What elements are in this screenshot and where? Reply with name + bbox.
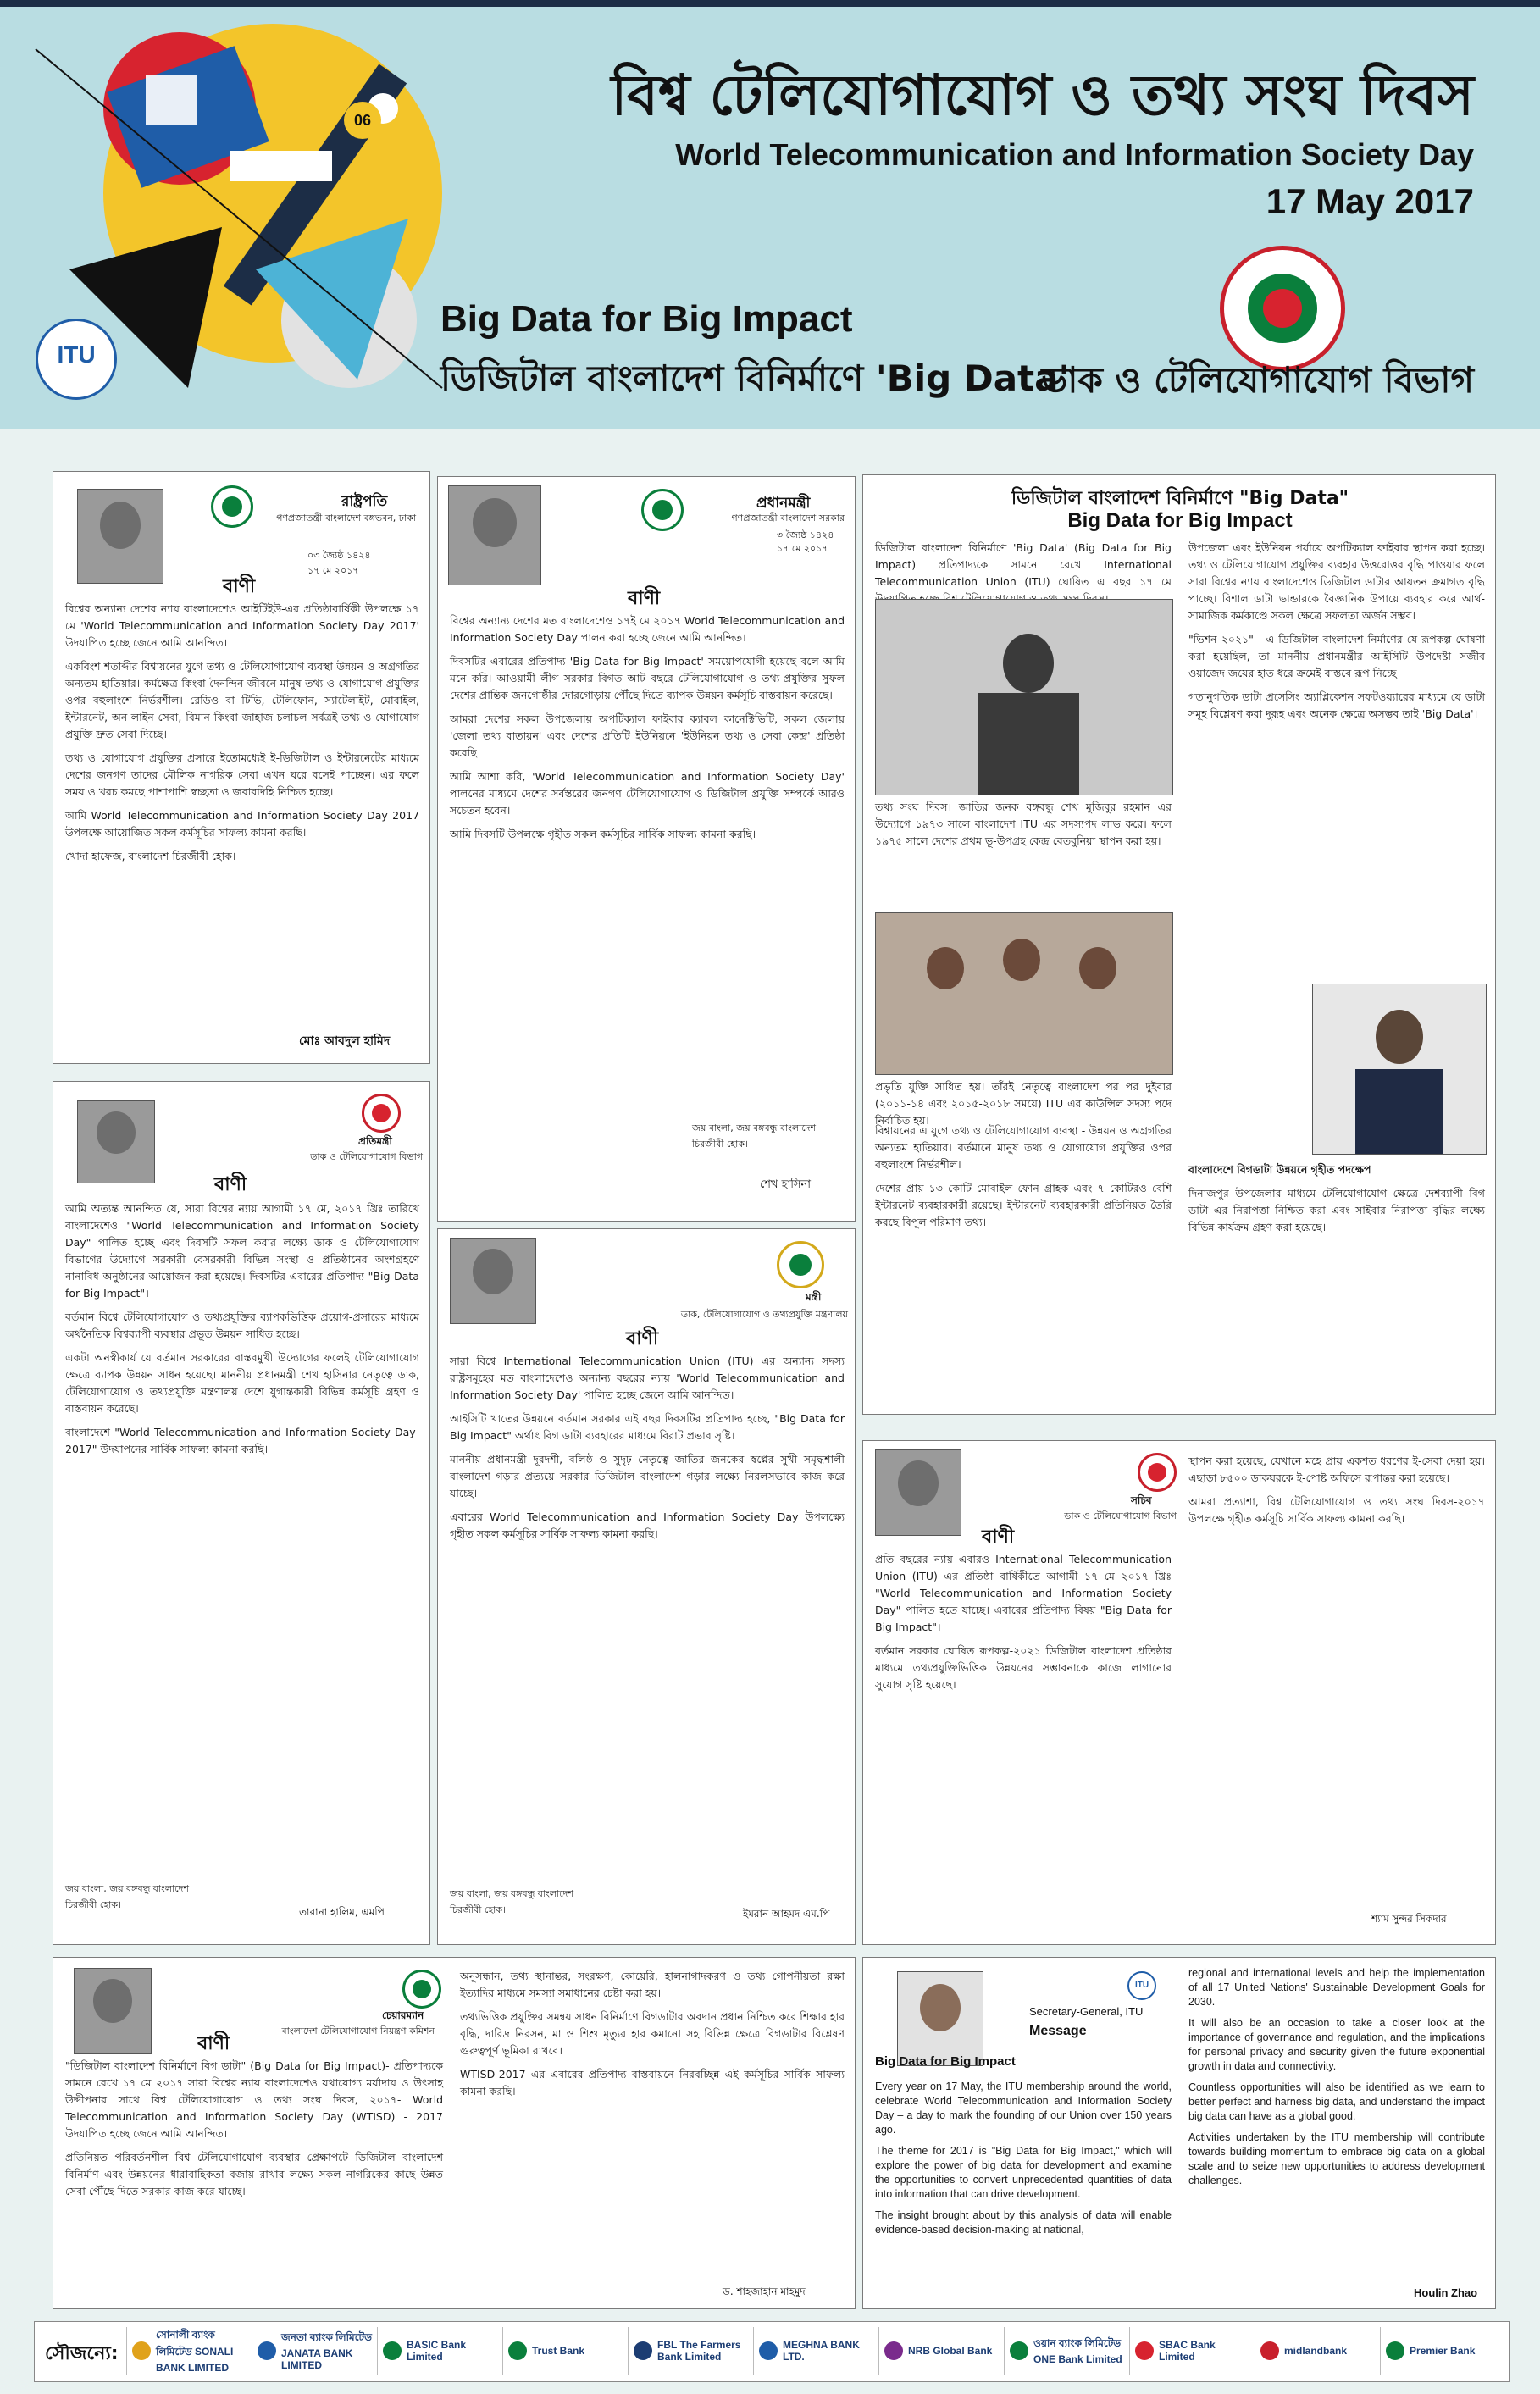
feature-archive-photo — [875, 599, 1173, 795]
president-date-bn: ০৩ জ্যৈষ্ঠ ১৪২৪ — [307, 550, 371, 561]
prime-minister-signature: শেখ হাসিনা — [760, 1178, 812, 1191]
president-role: রাষ্ট্রপতি — [341, 493, 388, 510]
feature-caption: প্রভৃতি যুক্তি সাধিত হয়। তাঁরই নেতৃত্বে বাংলাদেশ পর পর দুইবার (২০১১-১৪ এবং ২০১৫-২০১৮ সময়ে) ITU এর কাউন্সিল সদস্য পদে নির্বাচিত হয়। — [875, 1080, 1172, 1127]
state-minister-role: প্রতিমন্ত্রী — [358, 1135, 392, 1147]
feature-caption-2 — [875, 1078, 1172, 1127]
prime-minister-heading: বাণী — [628, 588, 661, 609]
feature-title-en: Big Data for Big Impact — [1067, 509, 1293, 532]
minister-photo — [450, 1238, 536, 1324]
sponsor-logo — [252, 2327, 377, 2375]
president-date-en: ১৭ মে ২০১৭ — [307, 565, 359, 576]
banner — [0, 0, 1540, 429]
state-minister-closing: জয় বাংলা, জয় বঙ্গবন্ধু বাংলাদেশ চিরজীবী হোক। — [65, 1883, 189, 1910]
prime-minister-photo — [448, 485, 541, 585]
minister-emblem — [777, 1241, 824, 1288]
sponsors-strip — [34, 2321, 1510, 2382]
state-minister-message-card — [53, 1081, 430, 1945]
sponsor-icon — [383, 2341, 402, 2360]
secretary-message-card — [862, 1440, 1496, 1945]
state-minister-para: আমি অত্যন্ত আনন্দিত যে, সারা বিশ্বের ন্যায় আগামী ১৭ মে, ২০১৭ খ্রিঃ তারিখে বাংলাদেশেও "World Telecommunication and Information Society Day" পালিত হচ্ছে এবং দিবসটি সফল করার লক্ষ্যে ডাক ও টেলিযোগাযোগ বিভাগের উদ্যোগে সরকারী বেসরকারী বিভিন্ন সংস্থা ও প্রতিষ্ঠানের অংশগ্রহণে নানাবিধ অনুষ্ঠানের আয়োজন করা হয়েছে। দিবসটির এবারের প্রতিপাদ্য "Big Data for Big Impact"। — [65, 1202, 419, 1300]
feature-para: উপজেলা এবং ইউনিয়ন পর্যায়ে অপটিক্যাল ফাইবার স্থাপন করা হচ্ছে। তথ্য ও টেলিযোগাযোগ প্রযুক্তির ব্যবহার উত্তরোত্তর বৃদ্ধি পাওয়ার ফলে সারা বিশ্বের ন্যায় বাংলাদেশেও ডিজিটাল ডাটার আয়তন ক্রমাগত বৃদ্ধি পাচ্ছে। বিশাল ডাটা ভান্ডারকে বৈজ্ঞানিক উপায়ে ব্যবহার করে আর্থ-সামাজিক কর্মকাণ্ডে সকল ক্ষেত্রে সফলতা অর্জন সম্ভব। — [1188, 541, 1485, 622]
secretary-para: স্থাপন করা হয়েছে, যেখানে মহে প্রায় একশত ধরণের ই-সেবা দেয়া হয়। এছাড়া ৮৫০০ ডাকঘরকে ই-পোষ্ট অফিসে রূপান্তর করা হয়েছে। — [1188, 1455, 1485, 1484]
feature-intro — [875, 540, 1172, 594]
sponsor-name: midlandbank — [1284, 2345, 1348, 2357]
title-bangla: বিশ্ব টেলিযোগাযোগ ও তথ্য সংঘ দিবস — [611, 63, 1474, 128]
sponsor-name: জনতা ব্যাংক লিমিটেড JANATA BANK LIMITED — [281, 2331, 372, 2371]
feature-col1-lower — [875, 1122, 1172, 1402]
minister-message-card — [437, 1228, 856, 1945]
itu-message-card — [862, 1957, 1496, 2309]
sponsor-name: SBAC Bank Limited — [1159, 2339, 1216, 2363]
state-minister-para: একটা অনস্বীকার্য যে বর্তমান সরকারের বাস্তবমুখী উদ্যোগের ফলেই টেলিযোগাযোগ ক্ষেত্রে ব্যাপক উন্নয়ন সাধন হয়েছে। মাননীয় প্রধানমন্ত্রী শেখ হাসিনার নেতৃত্বে ডাক, টেলিযোগাযোগ ও তথ্যপ্রযুক্তি মন্ত্রণালয় দেশে যুগান্তকারী বিভিন্ন কর্মসূচি গ্রহণ ও বাস্তবায়ন করেছে। — [65, 1351, 419, 1415]
chairman-body-right — [460, 1968, 845, 2264]
sponsor-logo — [1004, 2327, 1129, 2375]
secretary-heading: বাণী — [982, 1527, 1015, 1548]
sponsor-name: MEGHNA BANK LTD. — [783, 2339, 860, 2363]
state-minister-photo — [77, 1100, 155, 1183]
prime-minister-body — [450, 612, 845, 1104]
chairman-heading: বাণী — [197, 2033, 230, 2054]
feature-para: গতানুগতিক ডাটা প্রসেসিং অ্যাপ্লিকেশন সফটওয়্যারের মাধ্যমে যে ডাটা সমূহ বিশ্লেষণ করা দুরূহ এবং অনেক ক্ষেত্রে অসম্ভব তাই 'Big Data'। — [1188, 690, 1485, 720]
president-body — [65, 601, 419, 1007]
itu-secretary-photo — [897, 1971, 983, 2066]
ministry-name: ডাক ও টেলিযোগাযোগ বিভাগ — [1041, 359, 1474, 401]
chairman-message-card — [53, 1957, 856, 2309]
sponsor-logo — [628, 2327, 753, 2375]
feature-para: বিশ্বায়নের এ যুগে তথ্য ও টেলিযোগাযোগ ব্যবস্থা - উন্নয়ন ও অগ্রগতির অন্যতম হাতিয়ার। বর্তমানে মানুষ তথ্য ও যোগাযোগ প্রযুক্তির ওপর বহুলাংশে নির্ভরশীল। — [875, 1124, 1172, 1171]
feature-article-card — [862, 474, 1496, 1415]
banner-top-band — [0, 0, 1540, 7]
prime-minister-closing: জয় বাংলা, জয় বঙ্গবন্ধু বাংলাদেশ চিরজীবী হোক। — [692, 1122, 816, 1150]
state-minister-signature: তারানা হালিম, এমপি — [299, 1906, 385, 1918]
state-minister-para: বর্তমান বিশ্বে টেলিযোগাযোগ ও তথ্যপ্রযুক্তির ব্যাপকভিত্তিক প্রয়োগ-প্রসারের মাধ্যমে অর্থনৈতিক বিশ্বব্যাপী ব্যবস্থার প্রভূত উন্নয়ন সাধিত হচ্ছে। — [65, 1311, 419, 1340]
itu-body-right — [1188, 1966, 1485, 2280]
feature-para: দেশের প্রায় ১৩ কোটি মোবাইল ফোন গ্রাহক এবং ৭ কোটিরও বেশি ইন্টারনেট ব্যবহারকারী রয়েছে। ইন্টারনেট ব্যবহারকারী প্রতিনিয়ত তৈরি করছে বিপুল পরিমাণ তথ্য। — [875, 1182, 1172, 1228]
itu-subheading: Big Data for Big Impact — [875, 2054, 1016, 2069]
chairman-photo — [74, 1968, 152, 2054]
secretary-para: প্রতি বছরের ন্যায় এবারও International Telecommunication Union (ITU) এর প্রতিষ্ঠা বার্ষিকীতে আগামী ১৭ মে ২০১৭ খ্রিঃ "World Telecommunication and Information Society Day" পালিত হতে যাচ্ছে। এবারের প্রতিপাদ্য বিষয় "Big Data for Big Impact"। — [875, 1553, 1172, 1633]
title-english: World Telecommunication and Information Society Day — [675, 137, 1474, 172]
sponsor-logo — [1380, 2327, 1505, 2375]
president-emblem — [211, 485, 253, 528]
feature-para: "ভিশন ২০২১" - এ ডিজিটাল বাংলাদেশ নির্মাণের যে রূপকল্প ঘোষণা করা হয়েছিল, তা মাননীয় প্রধানমন্ত্রীর আইসিটি উপদেষ্টা সজীব ওয়াজেদ জয়ের হাত ধরে ক্রমেই বাস্তবে রূপ নিচ্ছে। — [1188, 633, 1485, 679]
sponsor-logo — [502, 2327, 628, 2375]
sponsor-icon — [132, 2341, 151, 2360]
sponsor-icon — [884, 2341, 903, 2360]
seal-dot — [1263, 289, 1302, 328]
feature-caption-1 — [875, 799, 1172, 909]
sponsor-icon — [1260, 2341, 1279, 2360]
feature-col2 — [1188, 540, 1485, 980]
sponsor-logo — [878, 2327, 1004, 2375]
minister-closing: জয় বাংলা, জয় বঙ্গবন্ধু বাংলাদেশ চিরজীবী হোক। — [450, 1888, 573, 1915]
prime-minister-emblem — [641, 489, 684, 531]
itu-logo-text: ITU — [57, 341, 96, 368]
itu-para: Every year on 17 May, the ITU membership around the world, celebrate World Telecommunication and Information Society Day – a day to mark the founding of our Union over 150 years ago. — [875, 2081, 1172, 2136]
theme-bangla: ডিজিটাল বাংলাদেশ বিনির্মাণে 'Big Data' — [440, 357, 1070, 399]
chairman-subrole: বাংলাদেশ টেলিযোগাযোগ নিয়ন্ত্রণ কমিশন — [281, 2025, 435, 2037]
president-photo — [77, 489, 163, 584]
sponsor-logo — [1129, 2327, 1255, 2375]
president-para: আমি World Telecommunication and Information Society Day 2017 উপলক্ষে আয়োজিত সকল কর্মসূচির সাফল্য কামনা করছি। — [65, 809, 419, 839]
feature-ceremony-photo — [875, 912, 1173, 1075]
prime-minister-para: দিবসটির এবারের প্রতিপাদ্য 'Big Data for Big Impact' সময়োপযোগী হয়েছে বলে আমি মনে করি। আওয়ামী লীগ সরকার বিগত আট বছরে টেলিযোগাযোগ ও তথ্য-প্রযুক্তির সুফল দেশের প্রান্তিক জনগোষ্ঠীর দোরগোড়ায় পৌঁছে দিতে ব্যাপক উন্নয়ন কর্মসূচি বাস্তবায়ন করেছে। — [450, 655, 845, 701]
minister-body — [450, 1353, 845, 1861]
sponsor-icon — [1135, 2341, 1154, 2360]
minister-heading: বাণী — [626, 1328, 659, 1349]
chairman-para: "ডিজিটাল বাংলাদেশ বিনির্মাণে বিগ ডাটা" (Big Data for Big Impact)- প্রতিপাদ্যকে সামনে রেখে ১৭ মে ২০১৭ সারা বিশ্বের ন্যায় বাংলাদেশেও যথাযোগ্য মর্যাদায় ও উৎসাহ উদ্দীপনার সাথে বিশ্ব টেলিযোগাযোগ ও তথ্য সংঘ দিবস, ২০১৭- World Telecommunication and Information Society Day (WTISD) - 2017 উদযাপিত হচ্ছে জেনে আমি আনন্দিত। — [65, 2059, 443, 2140]
sponsor-name: ওয়ান ব্যাংক লিমিটেড ONE Bank Limited — [1033, 2337, 1122, 2365]
state-minister-subrole: ডাক ও টেলিযোগাযোগ বিভাগ — [310, 1151, 423, 1162]
prime-minister-date-bn: ৩ জ্যৈষ্ঠ ১৪২৪ — [777, 529, 834, 540]
state-minister-emblem — [362, 1094, 401, 1133]
sponsor-icon — [634, 2341, 652, 2360]
sponsor-icon — [759, 2341, 778, 2360]
feature-col2-lower — [1188, 1161, 1485, 1402]
itu-para: The insight brought about by this analysis of data will enable evidence-based decision-making at national, — [875, 2209, 1172, 2236]
feature-para: দিনাজপুর উপজেলার মাধ্যমে টেলিযোগাযোগ ক্ষেত্রে দেশব্যাপী বিগ ডাটা এর নিরাপত্তা নিশ্চিত করা এবং সাইবার নিরাপত্তা বৃদ্ধির লক্ষ্যে বিভিন্ন কার্যক্রম গ্রহণ করা হয়েছে। — [1188, 1187, 1485, 1233]
sponsors-label: সৌজন্যে: — [45, 2343, 119, 2364]
president-para: তথ্য ও যোগাযোগ প্রযুক্তির প্রসারে ইতোমধ্যেই ই-ডিজিটাল ও ইন্টারনেটের মাধ্যমে দেশের জনগণ তাদের মৌলিক নাগরিক সেবা এখন ঘরে বসেই পাচ্ছেন। এর ফলে সময় ও খরচ কমছে পাশাপাশি স্বচ্ছতা ও জবাবদিহি নিশ্চিত হচ্ছে। — [65, 751, 419, 798]
prime-minister-role: প্রধানমন্ত্রী — [756, 495, 811, 512]
sponsor-name: BASIC Bank Limited — [407, 2339, 467, 2363]
sponsor-name: NRB Global Bank — [908, 2345, 993, 2357]
prime-minister-para: আমি দিবসটি উপলক্ষে গৃহীত সকল কর্মসূচির সার্বিক সাফল্য কামনা করছি। — [450, 828, 756, 840]
itu-para: It will also be an occasion to take a closer look at the importance of governance and regulation, and the implications for personal privacy and security given the future exponential growth in data and connectivity. — [1188, 2017, 1485, 2072]
feature-subheading: বাংলাদেশে বিগডাটা উন্নয়নে গৃহীত পদক্ষেপ — [1188, 1163, 1371, 1176]
chairman-role: চেয়ারম্যান — [382, 2009, 424, 2021]
president-para: খোদা হাফেজ, বাংলাদেশ চিরজীবী হোক। — [65, 850, 236, 862]
secretary-signature: শ্যাম সুন্দর সিকদার — [1371, 1913, 1447, 1925]
secretary-role: সচিব — [1131, 1494, 1152, 1506]
chairman-body-left — [65, 2058, 443, 2303]
sponsor-logo — [377, 2327, 502, 2375]
secretary-body-left — [875, 1551, 1172, 1924]
chairman-emblem — [402, 1970, 441, 2009]
chairman-para: অনুসন্ধান, তথ্য স্থানান্তর, সংরক্ষণ, কোয়েরি, হালনাগাদকরণ ও তথ্য গোপনীয়তা রক্ষা ইত্যাদির মাধ্যমে সমস্যা সমাধানের চেষ্টা করা হয়। — [460, 1970, 845, 1999]
prime-minister-para: আমি আশা করি, 'World Telecommunication and Information Society Day' পালনের মাধ্যমে দেশের সর্বস্তরের জনগণ টেলিযোগাযোগ ও ডিজিটাল প্রযুক্তি সম্পর্কে আরও সচেতন হবেন। — [450, 770, 845, 817]
minister-role: মন্ত্রী — [806, 1291, 822, 1303]
secretary-para: বর্তমান সরকার ঘোষিত রূপকল্প-২০২১ ডিজিটাল বাংলাদেশ প্রতিষ্ঠার মাধ্যমে তথ্যপ্রযুক্তিভিত্তিক উন্নয়নের সম্ভাবনাকে কাজে লাগানোর সুযোগ সৃষ্টি হয়েছে। — [875, 1644, 1172, 1691]
sponsor-icon — [258, 2341, 276, 2360]
sponsor-icon — [1386, 2341, 1404, 2360]
sponsor-logo — [1255, 2327, 1380, 2375]
prime-minister-para: বিশ্বের অন্যান্য দেশের মত বাংলাদেশেও ১৭ই মে ২০১৭ World Telecommunication and Information Society Day পালন করা হচ্ছে জেনে আমি আনন্দিত। — [450, 614, 845, 644]
theme-english: Big Data for Big Impact — [440, 298, 853, 340]
event-date: 17 May 2017 — [1266, 181, 1474, 221]
feature-caption: তথ্য সংঘ দিবস। জাতির জনক বঙ্গবন্ধু শেখ মুজিবুর রহমান এর উদ্যোগে ১৯৭৩ সালে বাংলাদেশ ITU এর সদস্যপদ লাভ করে। ফলে ১৯৭৫ সালে দেশের প্রথম ভূ-উপগ্রহ কেন্দ্র বেতবুনিয়া স্থাপন করা হয়। — [875, 801, 1172, 847]
president-heading: বাণী — [223, 576, 256, 597]
itu-para: regional and international levels and help the implementation of all 17 United Nations' Sustainable Development Goals for 2030. — [1188, 1967, 1485, 2008]
feature-speaker-photo — [1312, 984, 1487, 1155]
state-minister-para: বাংলাদেশে "World Telecommunication and Information Society Day-2017" উদযাপনের সার্বিক সাফল্য কামনা করছি। — [65, 1426, 419, 1455]
chairman-para: তথ্যভিত্তিক প্রযুক্তির সমন্বয় সাধন বিনির্মাণে বিগডাটার অবদান প্রধান নিশ্চিত করে শিক্ষার হার বৃদ্ধি, দারিদ্র নিরসন, মা ও শিশু মৃত্যুর হার কমানো সহ বিভিন্ন ক্ষেত্রে বিগডাটার বিশ্লেষণ গুরুত্বপূর্ণ ভূমিকা রাখবে। — [460, 2010, 845, 2057]
chairman-signature: ড. শাহজাহান মাহমুদ — [723, 2286, 806, 2297]
sponsor-name: Trust Bank — [532, 2345, 585, 2357]
state-minister-body — [65, 1200, 419, 1861]
president-message-card — [53, 471, 430, 1064]
itu-heading: Message — [1029, 2024, 1087, 2038]
minister-para: আইসিটি খাতের উন্নয়নে বর্তমান সরকার এই বছর দিবসটির প্রতিপাদ্য হচ্ছে, "Big Data for Big Impact" অর্থাৎ বিগ ডাটা ব্যবহারের মাধ্যমে বিরাট প্রভাব সৃষ্টি। — [450, 1412, 845, 1442]
president-subrole: গণপ্রজাতন্ত্রী বাংলাদেশ বঙ্গভবন, ঢাকা। — [276, 513, 419, 524]
itu-small-logo: ITU — [1127, 1971, 1156, 2000]
minister-para: মাননীয় প্রধানমন্ত্রী দূরদর্শী, বলিষ্ঠ ও সুদৃঢ় নেতৃত্বে জাতির জনকের স্বপ্নের সুখী সমৃদ্ধশালী বাংলাদেশ গড়ার প্রত্যয়ে সরকার ডিজিটাল বাংলাদেশ গড়ার লক্ষ্যে নিরলসভাবে কাজ করে যাচ্ছে। — [450, 1453, 845, 1499]
minister-para: সারা বিশ্বে International Telecommunication Union (ITU) এর অন্যান্য সদস্য রাষ্ট্রসমূহের মত বাংলাদেশেও অন্যান্য বছরের ন্যায় 'World Telecommunication and Information Society Day' পালিত হচ্ছে জেনে আমি আনন্দিত। — [450, 1355, 845, 1401]
secretary-photo — [875, 1449, 961, 1536]
itu-para: The theme for 2017 is "Big Data for Big Impact," which will explore the power of big data for development and examine the opportunities to convert unprecedented quantities of data into information that can drive development. — [875, 2145, 1172, 2200]
secretary-subrole: ডাক ও টেলিযোগাযোগ বিভাগ — [1064, 1510, 1177, 1521]
state-minister-heading: বাণী — [214, 1174, 247, 1195]
itu-para: Activities undertaken by the ITU membership will contribute towards building momentum to embrace big data on a global scale and to seize new opportunities to address development challenges. — [1188, 2131, 1485, 2186]
minister-signature: ইমরান আহমদ এম.পি — [743, 1908, 830, 1920]
chairman-para: প্রতিনিয়ত পরিবর্তনশীল বিশ্ব টেলিযোগাযোগ ব্যবস্থার প্রেক্ষাপটে ডিজিটাল বাংলাদেশ বিনির্মাণ এবং উন্নয়নের ধারাবাহিকতা বজায় রাখার লক্ষ্যে সকল নাগরিকের কাছে উন্নত সেবা পৌঁছে দিতে সরকার কাজ করে যাচ্ছে। — [65, 2151, 443, 2197]
president-para: বিশ্বের অন্যান্য দেশের ন্যায় বাংলাদেশেও আইটিইউ-এর প্রতিষ্ঠাবার্ষিকী উপলক্ষে ১৭ মে 'World Telecommunication and Information Society Day 2017' উদযাপিত হচ্ছে জেনে আমি আনন্দিত। — [65, 602, 419, 649]
sponsor-icon — [1010, 2341, 1028, 2360]
president-signature: মোঃ আবদুল হামিদ — [299, 1034, 391, 1048]
chairman-para: WTISD-2017 এর এবারের প্রতিপাদ্য বাস্তবায়নে নিরবচ্ছিন্ন এই কর্মসূচির সার্বিক সাফল্য কামনা করছি। — [460, 2068, 845, 2098]
prime-minister-subrole: গণপ্রজাতন্ত্রী বাংলাদেশ সরকার — [731, 513, 845, 524]
sponsor-logo — [753, 2327, 878, 2375]
itu-logo — [36, 319, 117, 400]
sponsor-logo — [126, 2327, 252, 2375]
feature-para: ডিজিটাল বাংলাদেশ বিনির্মাণে 'Big Data' (Big Data for Big Impact) প্রতিপাদ্যকে সামনে রেখে International Telecommunication Union (ITU) ঘোষিত এ বছর ১৭ মে — [875, 541, 1172, 588]
itu-signature: Houlin Zhao — [1414, 2286, 1478, 2299]
prime-minister-message-card — [437, 476, 856, 1222]
sponsor-name: Premier Bank — [1410, 2345, 1476, 2357]
secretary-para: আমরা প্রত্যাশা, বিশ্ব টেলিযোগাযোগ ও তথ্য সংঘ দিবস-২০১৭ উপলক্ষে গৃহীত কর্মসূচি সার্বিক সাফল্য কামনা করছি। — [1188, 1495, 1485, 1525]
secretary-emblem — [1138, 1453, 1177, 1492]
prime-minister-date-en: ১৭ মে ২০১৭ — [777, 543, 828, 554]
minister-para: এবারের World Telecommunication and Information Society Day উপলক্ষ্যে গৃহীত সকল কর্মসূচির সার্বিক সাফল্য কামনা করছি। — [450, 1510, 845, 1540]
minister-subrole: ডাক, টেলিযোগাযোগ ও তথ্যপ্রযুক্তি মন্ত্রণালয় — [680, 1309, 848, 1320]
art-badge: 06 — [344, 102, 381, 139]
itu-body-left — [875, 2080, 1172, 2305]
sponsor-name: FBL The Farmers Bank Limited — [657, 2339, 741, 2363]
itu-role: Secretary-General, ITU — [1029, 2005, 1144, 2018]
prime-minister-para: আমরা দেশের সকল উপজেলায় অপটিক্যাল ফাইবার ক্যাবল কানেক্টিভিটি, সকল জেলায় 'জেলা তথ্য বাতায়ন' এবং দেশের প্রতিটি ইউনিয়নে 'ইউনিয়ন তথ্য ও সেবা কেন্দ্র' প্রতিষ্ঠা করেছি। — [450, 712, 845, 759]
secretary-body-right — [1188, 1453, 1485, 1893]
itu-para: Countless opportunities will also be identified as we learn to better perfect and harness big data, and understand the impact big data can have as a global good. — [1188, 2081, 1485, 2122]
sponsor-name: সোনালী ব্যাংক লিমিটেড SONALI BANK LIMITED — [156, 2329, 234, 2374]
sponsor-icon — [508, 2341, 527, 2360]
president-para: একবিংশ শতাব্দীর বিশ্বায়নের যুগে তথ্য ও টেলিযোগাযোগ ব্যবস্থা উন্নয়ন ও অগ্রগতির অন্যতম হাতিয়ার। কর্মক্ষেত্র কিংবা দৈনন্দিন জীবনে মানুষ তথ্য ও যোগাযোগ প্রযুক্তির ওপর বহুলাংশে নির্ভরশীল। রেডিও বা টিভি, টেলিফোন, স্যাটেলাইট, মোবাইল, ইন্টারনেট, অন-লাইন সেবা, বিমান কিংবা জাহাজ চলাচল সর্বত্রই তথ্য ও যোগাযোগ প্রযুক্তি দ্রুত সেবা দিচ্ছে। — [65, 660, 419, 740]
feature-title-bn: ডিজিটাল বাংলাদেশ বিনির্মাণে "Big Data" — [1011, 488, 1349, 509]
